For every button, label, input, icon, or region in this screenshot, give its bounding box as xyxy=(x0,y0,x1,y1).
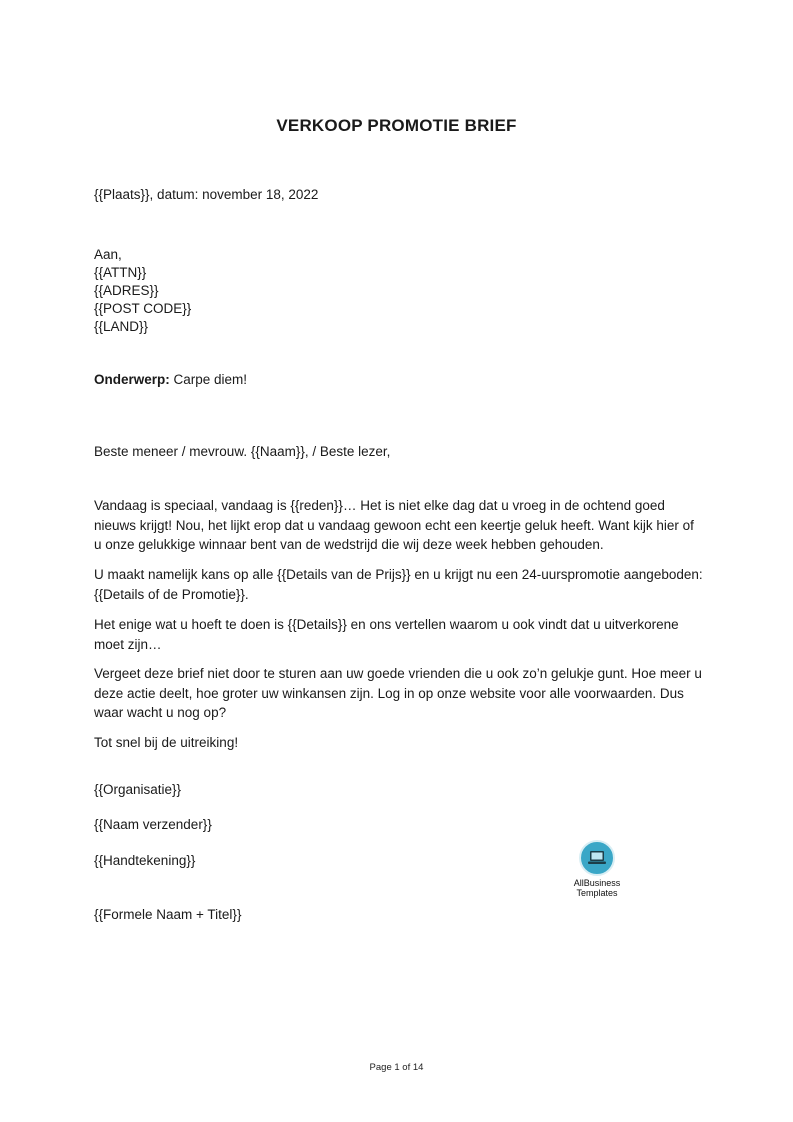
body-paragraph-1: Vandaag is speciaal, vandaag is {{reden}}… Het is niet elke dag dat u vroeg in de ochtend goed nieuws krijgt! Nou, het lijkt erop dat u vandaag gewoon echt een keertje geluk heeft. Want kijk hier of u onze gelukkige winnaar bent van de wedstrijd die wij deze week hebben gehouden. xyxy=(94,498,694,552)
body-paragraph-2: U maakt namelijk kans op alle {{Details van de Prijs}} en u krijgt nu een 24-uurspromotie aangeboden: {{Details of de Promotie}}. xyxy=(94,567,703,602)
signature-sender-name: {{Naam verzender}} xyxy=(94,817,212,832)
body-paragraph-4: Vergeet deze brief niet door te sturen aan uw goede vrienden die u ook zo’n gelukje gunt. Hoe meer u deze actie deelt, hoe groter uw winkansen zijn. Log in op onze website voor alle voorwaarden. Dus waar wacht u nog op? xyxy=(94,666,702,720)
recipient-country: {{LAND}} xyxy=(94,319,149,334)
logo-text-line2: Templates xyxy=(576,888,618,898)
laptop-icon xyxy=(587,850,607,866)
subject-label: Onderwerp: xyxy=(94,372,170,387)
salutation: Beste meneer / mevrouw. {{Naam}}, / Beste lezer, xyxy=(94,444,391,459)
signature-organisation: {{Organisatie}} xyxy=(94,782,182,797)
page-number: Page 1 of 14 xyxy=(369,1062,424,1073)
recipient-attn: {{ATTN}} xyxy=(94,265,147,280)
recipient-postcode: {{POST CODE}} xyxy=(94,301,192,316)
recipient-to: Aan, xyxy=(94,247,122,262)
logo-text-line1: AllBusiness xyxy=(573,878,621,888)
logo-badge xyxy=(579,840,615,876)
subject-line xyxy=(94,371,247,389)
recipient-address: {{ADRES}} xyxy=(94,283,159,298)
subject-text: Carpe diem! xyxy=(169,372,248,387)
place-date: {{Plaats}}, datum: november 18, 2022 xyxy=(94,187,319,202)
allbusiness-logo xyxy=(566,840,628,898)
body-paragraph-3: Het enige wat u hoeft te doen is {{Details}} en ons vertellen waarom u ook vindt dat u uitverkorene moet zijn… xyxy=(94,617,679,652)
signature-formal-name: {{Formele Naam + Titel}} xyxy=(94,907,242,922)
signature-handwritten: {{Handtekening}} xyxy=(94,853,196,868)
body-paragraph-5: Tot snel bij de uitreiking! xyxy=(94,735,239,750)
document-title: VERKOOP PROMOTIE BRIEF xyxy=(276,116,517,135)
